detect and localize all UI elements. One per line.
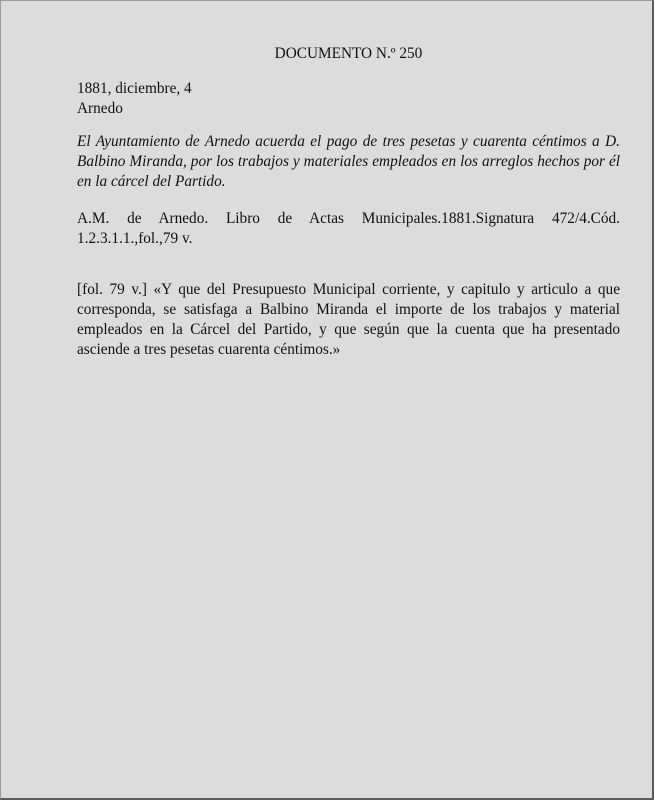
document-summary: El Ayuntamiento de Arnedo acuerda el pago de tres pesetas y cuarenta céntimos a D. Balbino Miranda, por los trabajos y materiales empleados en los arreglos hechos por él en la cárcel del Partido. — [77, 133, 620, 190]
archival-reference: A.M. de Arnedo. Libro de Actas Municipales.1881.Signatura 472/4.Cód. 1.2.3.1.1.,fol.,79 v. — [77, 210, 620, 247]
transcription-text: [fol. 79 v.] «Y que del Presupuesto Municipal corriente, y capitulo y articulo a que corresponda, se satisfaga a Balbino Miranda el importe de los trabajos y material empleados en la Cárcel del Partido, y que según que la cuenta que ha presentado asciende a tres pesetas cuarenta céntimos.» — [77, 281, 620, 358]
document-place: Arnedo — [77, 100, 123, 117]
document-date: 1881, diciembre, 4 — [77, 80, 192, 97]
document-page — [77, 44, 620, 360]
document-title: DOCUMENTO N.º 250 — [274, 45, 423, 62]
